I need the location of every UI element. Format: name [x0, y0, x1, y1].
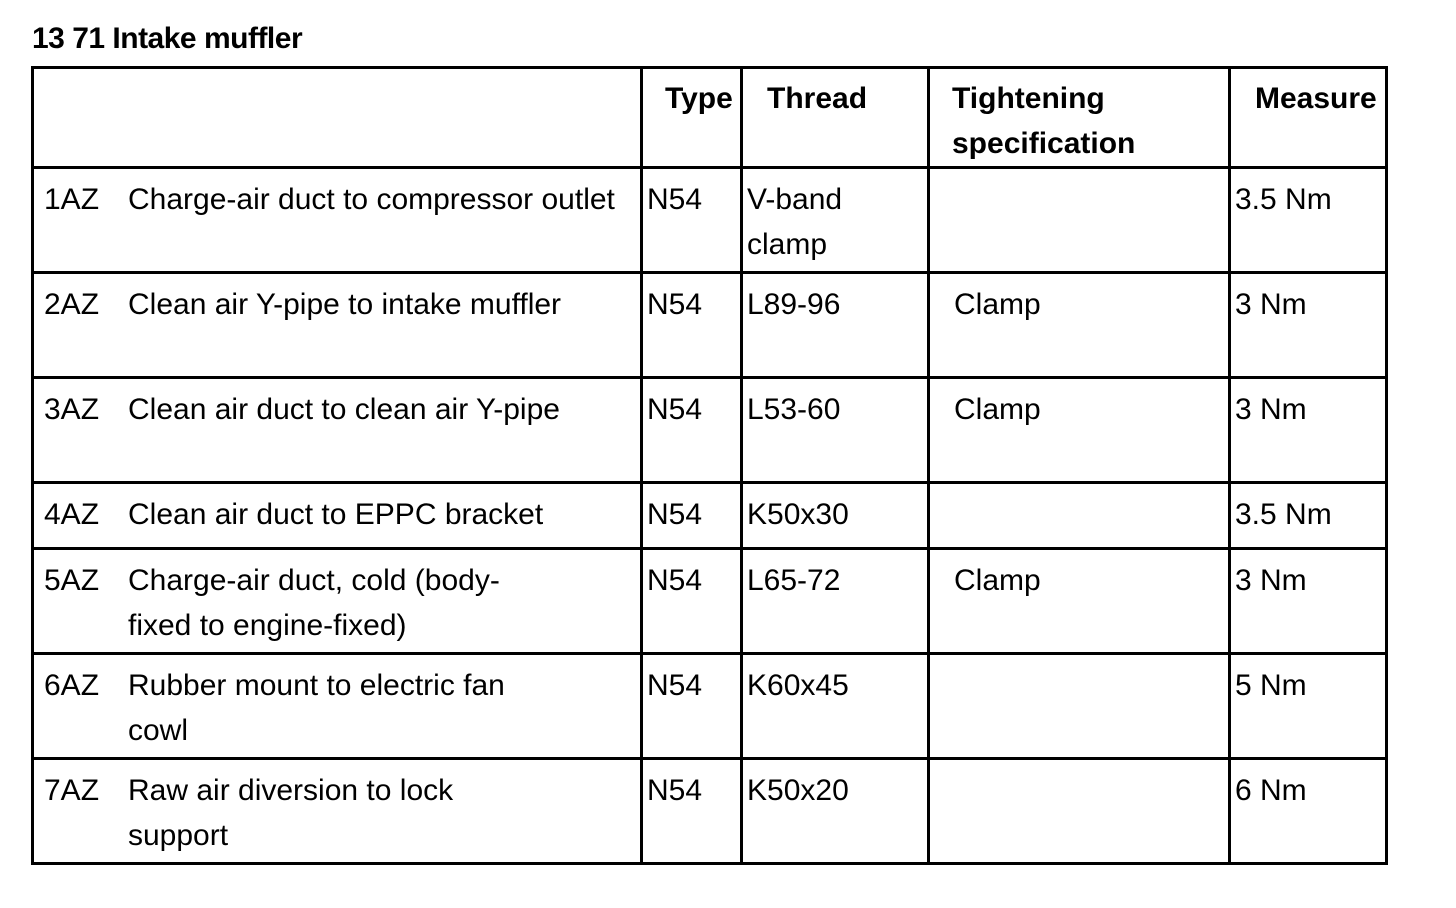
row-code: 1AZ	[44, 183, 100, 216]
row-tightening: Clamp	[929, 378, 1230, 483]
row-description-cell	[33, 654, 642, 759]
row-description-cell	[33, 273, 642, 378]
row-thread: V-band clamp	[742, 168, 929, 273]
row-tightening	[929, 759, 1230, 864]
table-row	[33, 654, 1387, 759]
row-type: N54	[642, 759, 742, 864]
row-code: 3AZ	[44, 393, 100, 426]
row-measure: 3 Nm	[1230, 549, 1387, 654]
row-thread: L89-96	[742, 273, 929, 378]
row-description: Charge-air duct, cold (body-fixed to engine-fixed)	[128, 564, 500, 642]
row-tightening	[929, 654, 1230, 759]
row-thread: K60x45	[742, 654, 929, 759]
row-measure: 6 Nm	[1230, 759, 1387, 864]
row-description-cell	[33, 168, 642, 273]
row-measure: 3.5 Nm	[1230, 483, 1387, 549]
table-row	[33, 168, 1387, 273]
row-thread: K50x20	[742, 759, 929, 864]
row-measure: 3.5 Nm	[1230, 168, 1387, 273]
header-measure: Measure	[1230, 68, 1387, 168]
row-code: 7AZ	[44, 774, 100, 807]
row-description-cell	[33, 759, 642, 864]
table-row	[33, 378, 1387, 483]
row-thread: L65-72	[742, 549, 929, 654]
row-measure: 3 Nm	[1230, 378, 1387, 483]
row-type: N54	[642, 549, 742, 654]
row-tightening: Clamp	[929, 549, 1230, 654]
header-thread: Thread	[742, 68, 929, 168]
row-description: Rubber mount to electric fan cowl	[128, 669, 505, 747]
row-code: 5AZ	[44, 564, 100, 597]
row-thread: K50x30	[742, 483, 929, 549]
table-row	[33, 549, 1387, 654]
row-measure: 3 Nm	[1230, 273, 1387, 378]
row-type: N54	[642, 483, 742, 549]
row-tightening: Clamp	[929, 273, 1230, 378]
row-measure: 5 Nm	[1230, 654, 1387, 759]
table-row	[33, 483, 1387, 549]
row-code: 2AZ	[44, 288, 100, 321]
table-header-row	[33, 68, 1387, 168]
table-row	[33, 273, 1387, 378]
row-description-cell	[33, 483, 642, 549]
header-description	[33, 68, 642, 168]
row-type: N54	[642, 168, 742, 273]
row-description: Clean air Y-pipe to intake muffler	[128, 288, 562, 321]
header-type: Type	[642, 68, 742, 168]
row-type: N54	[642, 654, 742, 759]
row-code: 6AZ	[44, 669, 100, 702]
row-tightening	[929, 168, 1230, 273]
row-description-cell	[33, 378, 642, 483]
document-title: 13 71 Intake muffler	[32, 22, 303, 55]
table-row	[33, 759, 1387, 864]
row-type: N54	[642, 273, 742, 378]
torque-spec-table	[31, 66, 1388, 865]
row-description: Raw air diversion to lock support	[128, 774, 454, 852]
header-tightening: Tightening specification	[929, 68, 1230, 168]
row-description: Clean air duct to clean air Y-pipe	[128, 393, 560, 426]
row-tightening	[929, 483, 1230, 549]
row-description: Charge-air duct to compressor outlet	[128, 183, 615, 216]
row-thread: L53-60	[742, 378, 929, 483]
row-code: 4AZ	[44, 498, 100, 531]
row-type: N54	[642, 378, 742, 483]
row-description: Clean air duct to EPPC bracket	[128, 498, 544, 531]
row-description-cell	[33, 549, 642, 654]
